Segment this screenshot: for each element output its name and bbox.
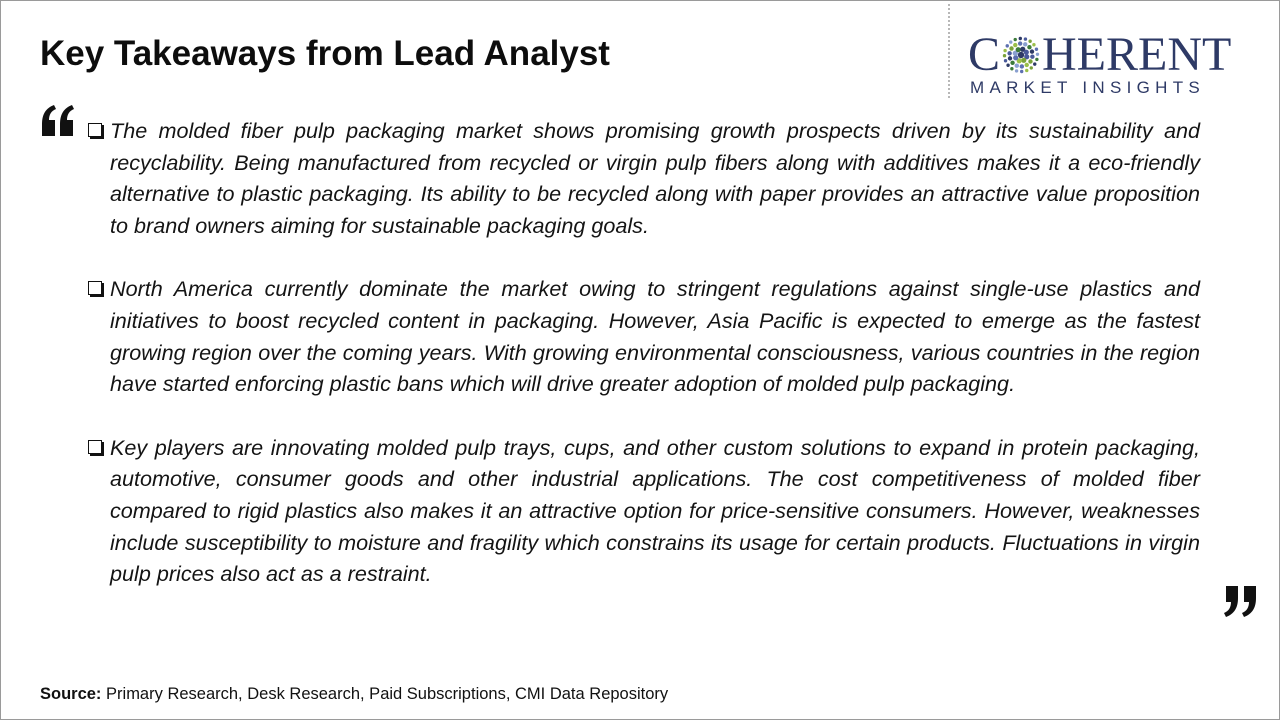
globe-dot <box>1024 50 1029 55</box>
globe-dot <box>1009 46 1013 50</box>
checkbox-bullet-icon <box>88 281 102 295</box>
globe-dot <box>1003 49 1006 52</box>
globe-dot <box>1010 67 1013 70</box>
globe-dot <box>1015 64 1019 68</box>
takeaway-item <box>86 273 1200 400</box>
source-text: Primary Research, Desk Research, Paid Subscriptions, CMI Data Repository <box>101 685 669 703</box>
logo-word-rest: HERENT <box>1042 28 1232 81</box>
globe-dot <box>1025 63 1029 67</box>
globe-dot <box>1009 40 1012 43</box>
globe-dot <box>1021 58 1026 63</box>
takeaway-item <box>86 432 1200 591</box>
globe-dot <box>1020 64 1024 68</box>
logo-wordmark <box>968 30 1231 80</box>
source-note <box>40 685 668 704</box>
globe-dot <box>1025 69 1028 72</box>
globe-dot <box>1006 64 1009 67</box>
checkbox-bullet-icon <box>88 440 102 454</box>
source-label: Source: <box>40 685 102 703</box>
globe-dot <box>1007 51 1011 55</box>
takeaway-text: Key players are innovating molded pulp trays, cups, and other custom solutions to expand in protein packaging, automotive, consumer goods and other industrial applications. The cost competitiveness of molded fiber compared to rigid plastics also makes it an attractive option for price-sensitive consumers. However, weaknesses include susceptibility to moisture and fragility which constrains its usage for certain products. Fluctuations in virgin pulp prices also act as a restraint. <box>110 434 1200 587</box>
logo-letter-c: C <box>968 28 1001 81</box>
globe-dot <box>1015 69 1018 72</box>
globe-dot <box>1024 37 1027 40</box>
takeaway-text: North America currently dominate the market owing to stringent regulations against single-use plastics and initiatives to boost recycled content in packaging. However, Asia Pacific is expected to emerge as the fastest growing region over the coming years. With growing environmental consciousness, various countries in the region have started enforcing plastic bans which will drive greater adoption of molded pulp packaging. <box>110 276 1200 397</box>
globe-dot <box>1027 45 1031 49</box>
globe-dot <box>1030 66 1033 69</box>
globe-dot <box>1008 56 1012 60</box>
globe-dot <box>1035 48 1038 51</box>
page-title: Key Takeaways from Lead Analyst <box>40 34 610 73</box>
globe-dot <box>1020 70 1023 73</box>
globe-dot <box>1030 49 1034 53</box>
dotted-globe-icon <box>1001 35 1041 75</box>
logo-subtitle: MARKET INSIGHTS <box>970 78 1206 97</box>
globe-dot <box>1006 44 1009 47</box>
globe-dot <box>1023 42 1027 46</box>
globe-dot <box>1016 47 1021 52</box>
globe-dot <box>1003 54 1006 57</box>
takeaway-text: The molded fiber pulp packaging market shows promising growth prospects driven by its sustainability and recyclability. Being manufactured from recycled or virgin pulp fibers along with additives makes it a eco-friendly alternative to plastic packaging. Its ability to be recycled along with paper provides an attractive value proposition to brand owners aiming for sustainable packaging goals. <box>110 118 1200 239</box>
globe-dot <box>1013 43 1017 47</box>
globe-dot <box>1019 37 1022 40</box>
globe-dot <box>1013 55 1018 60</box>
globe-dot <box>1018 41 1022 45</box>
company-logo <box>968 30 1260 100</box>
globe-dot <box>1028 59 1032 63</box>
globe-dot <box>1004 59 1007 62</box>
globe-dot <box>1018 52 1024 58</box>
globe-dot <box>1035 58 1038 61</box>
globe-dot <box>1010 61 1014 65</box>
globe-dot <box>1033 62 1036 65</box>
globe-dot <box>1014 38 1017 41</box>
quote-close-icon <box>1223 584 1259 618</box>
globe-dot <box>1032 43 1035 46</box>
header-divider <box>948 4 950 98</box>
globe-dot <box>1030 55 1034 59</box>
checkbox-bullet-icon <box>88 123 102 137</box>
globe-dot <box>1028 40 1031 43</box>
globe-dot <box>1036 53 1039 56</box>
takeaways-list <box>86 115 1200 622</box>
quote-open-icon <box>40 104 76 138</box>
takeaway-item <box>86 115 1200 242</box>
